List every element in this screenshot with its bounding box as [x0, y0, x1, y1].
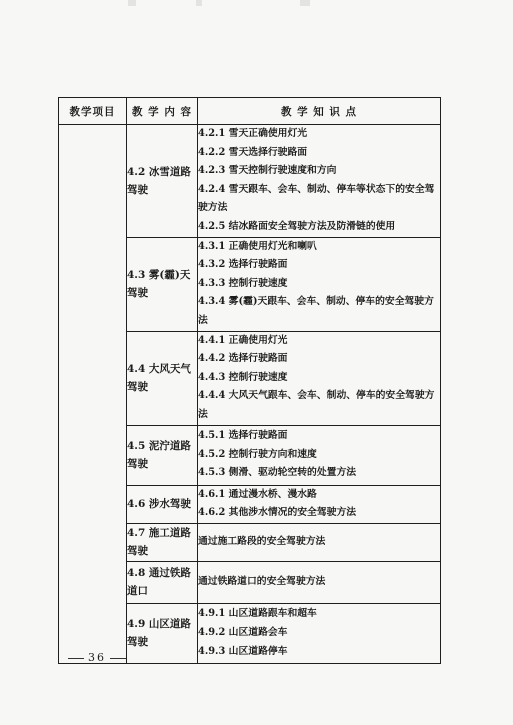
scan-artifact — [196, 0, 202, 6]
knowledge-point: 4.9.2 山区道路会车 — [198, 626, 288, 638]
content-cell: 4.2 冰雪道路驾驶 — [127, 125, 198, 238]
points-cell — [198, 331, 441, 425]
knowledge-point: 4.6.1 通过漫水桥、漫水路 — [198, 488, 317, 500]
points-cell — [198, 603, 441, 663]
knowledge-point: 通过施工路段的安全驾驶方法 — [198, 535, 326, 547]
dash-right — [110, 658, 126, 659]
knowledge-point: 4.3.3 控制行驶速度 — [198, 277, 288, 289]
content-cell: 4.7 施工道路驾驶 — [127, 523, 198, 561]
knowledge-point: 4.2.5 结冰路面安全驾驶方法及防滑链的使用 — [198, 220, 396, 232]
knowledge-point: 4.6.2 其他涉水情况的安全驾驶方法 — [198, 507, 357, 519]
knowledge-point: 通过铁路道口的安全驾驶方法 — [198, 575, 326, 587]
table-header-row — [59, 98, 441, 125]
knowledge-point: 4.4.1 正确使用灯光 — [198, 334, 288, 346]
knowledge-point: 4.2.2 雪天选择行驶路面 — [198, 146, 308, 158]
knowledge-point: 4.4.2 选择行驶路面 — [198, 353, 288, 365]
content-cell: 4.5 泥泞道路驾驶 — [127, 425, 198, 485]
knowledge-point: 4.3.4 雾(霾)天跟车、会车、制动、停车的安全驾驶方法 — [198, 296, 434, 326]
scan-artifact — [300, 0, 310, 6]
knowledge-point: 4.9.1 山区道路跟车和超车 — [198, 608, 317, 620]
scan-artifact — [128, 0, 136, 6]
curriculum-table — [58, 97, 441, 664]
points-cell — [198, 561, 441, 603]
content-cell: 4.4 大风天气驾驶 — [127, 331, 198, 425]
knowledge-point: 4.5.1 选择行驶路面 — [198, 430, 288, 442]
points-cell — [198, 237, 441, 331]
page-number-text: 36 — [88, 651, 106, 664]
knowledge-point: 4.4.4 大风天气跟车、会车、制动、停车的安全驾驶方法 — [198, 390, 435, 420]
content-cell: 4.8 通过铁路道口 — [127, 561, 198, 603]
content-cell: 4.3 雾(霾)天驾驶 — [127, 237, 198, 331]
knowledge-point: 4.3.2 选择行驶路面 — [198, 259, 288, 271]
points-cell — [198, 125, 441, 238]
points-cell — [198, 523, 441, 561]
project-cell — [59, 125, 127, 664]
dash-left — [68, 658, 84, 659]
knowledge-point: 4.5.3 侧滑、驱动轮空转的处置方法 — [198, 467, 357, 479]
knowledge-point: 4.4.3 控制行驶速度 — [198, 371, 288, 383]
page-number — [64, 651, 130, 664]
knowledge-point: 4.3.1 正确使用灯光和喇叭 — [198, 240, 317, 252]
header-project: 教学项目 — [59, 98, 127, 125]
table-row — [59, 125, 441, 238]
knowledge-point: 4.2.1 雪天正确使用灯光 — [198, 128, 308, 139]
knowledge-point: 4.9.3 山区道路停车 — [198, 645, 288, 657]
content-cell: 4.9 山区道路驾驶 — [127, 603, 198, 663]
knowledge-point: 4.2.4 雪天跟车、会车、制动、停车等状态下的安全驾驶方法 — [198, 183, 435, 214]
knowledge-point: 4.5.2 控制行驶方向和速度 — [198, 448, 317, 460]
header-points: 教 学 知 识 点 — [198, 98, 441, 125]
points-cell — [198, 485, 441, 523]
content-cell: 4.6 涉水驾驶 — [127, 485, 198, 523]
header-content: 教 学 内 容 — [127, 98, 198, 125]
knowledge-point: 4.2.3 雪天控制行驶速度和方向 — [198, 165, 337, 177]
points-cell — [198, 425, 441, 485]
